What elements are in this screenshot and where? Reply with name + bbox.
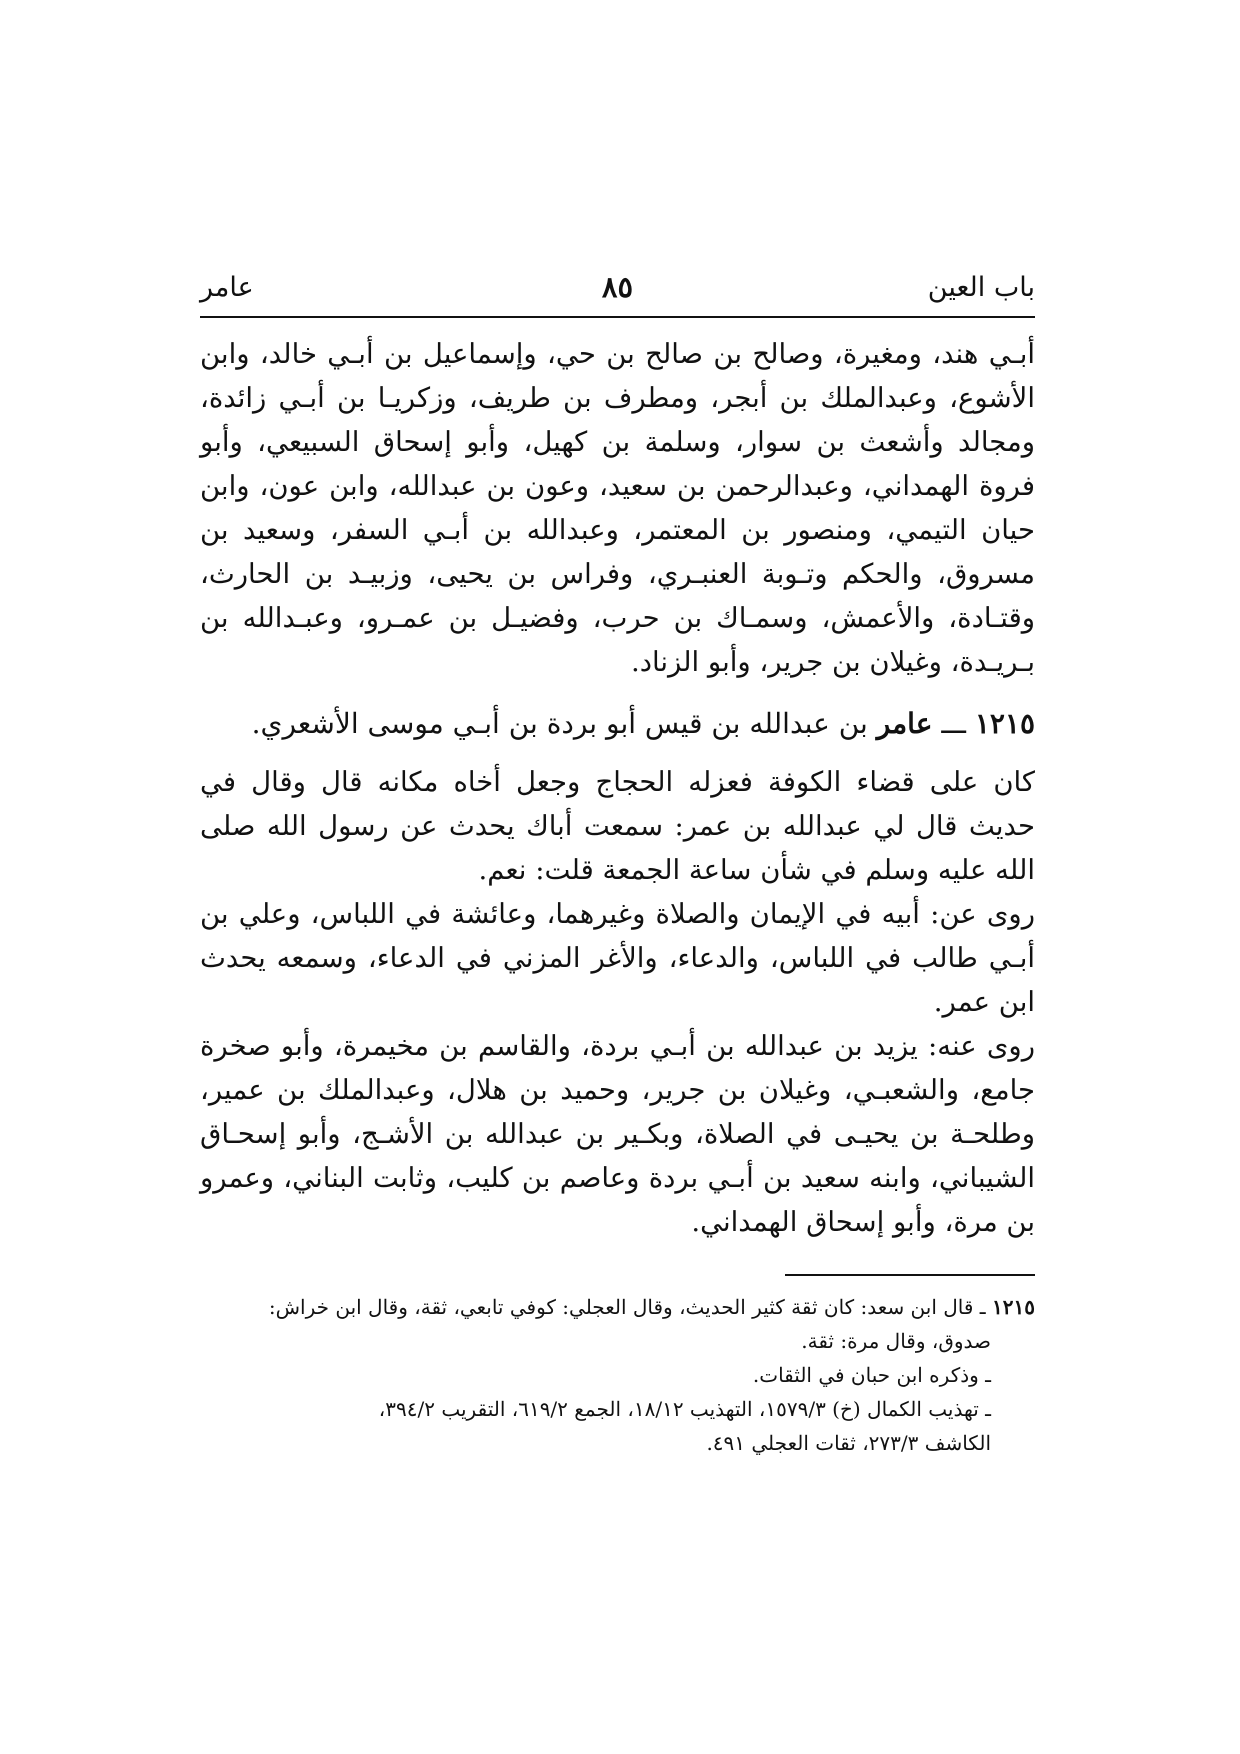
- book-page: [200, 268, 1035, 1460]
- page-number: ٨٥: [601, 270, 634, 304]
- entry-number: ١٢١٥: [974, 707, 1035, 740]
- entry-lineage: بن عبدالله بن قيس أبو بردة بن أبـي موسى الأشعري.: [251, 707, 868, 740]
- section-title: باب العين: [927, 272, 1035, 303]
- footnote-line: الكاشف ٢٧٣/٣، ثقات العجلي ٤٩١.: [706, 1431, 991, 1455]
- header-entry-word: عامر: [200, 272, 254, 303]
- footnote-divider: [785, 1274, 1035, 1276]
- continuation-paragraph: أبـي هند، ومغيرة، وصالح بن صالح بن حي، وإسماعيل بن أبـي خالد، وابن الأشوع، وعبدالملك بن أبجر، ومطرف بن طريف، وزكريـا بن أبـي زائدة، ومجالد وأشعث بن سوار، وسلمة بن كهيل، وأبو إسحاق السبيعي، وأبو فروة الهمداني، وعبدالرحمن بن سعيد، وعون بن عبدالله، وابن عون، وابن حيان التيمي، ومنصور بن المعتمر، وعبدالله بن أبـي السفر، وسعيد بن مسروق، والحكم وتـوبة العنبـري، وفراس بن يحيى، وزبيـد بن الحارث، وقتـادة، والأعمش، وسمـاك بن حرب، وفضيـل بن عمـرو، وعبـدالله بن بـريـدة، وغيلان بن جرير، وأبو الزناد.: [200, 338, 1035, 678]
- main-text: [200, 332, 1035, 1244]
- footnote-line: [200, 1290, 1035, 1324]
- narrated-from-paragraph: روى عن: أبيه في الإيمان والصلاة وغيرهما، وعائشة في اللباس، وعلي بن أبـي طالب في اللباس، والدعاء، والأغر المزني في الدعاء، وسمعه يحدث ابن عمر.: [200, 898, 1035, 1018]
- entry-heading: [200, 702, 1035, 746]
- narrated-by-paragraph: روى عنه: يزيد بن عبدالله بن أبـي بردة، والقاسم بن مخيمرة، وأبو صخرة جامع، والشعبـي، وغيلان بن جرير، وحميد بن هلال، وعبدالملك بن عمير، وطلحـة بن يحيـى في الصلاة، وبكـير بن عبدالله بن الأشـج، وأبو إسحـاق الشيباني، وابنه سعيد بن أبـي بردة وعاصم بن كليب، وثابت البناني، وعمرو بن مرة، وأبو إسحاق الهمداني.: [200, 1030, 1035, 1238]
- footnote-line: ـ تهذيب الكمال (خ) ١٥٧٩/٣، التهذيب ١٨/١٢، الجمع ٦١٩/٢، التقريب ٣٩٤/٢،: [378, 1397, 991, 1421]
- entry-name: عامر: [876, 707, 933, 740]
- footnote-text: ـ قال ابن سعد: كان ثقة كثير الحديث، وقال العجلي: كوفي تابعي، ثقة، وقال ابن خراش:: [268, 1295, 986, 1319]
- running-header: [200, 268, 1035, 318]
- footnotes: [200, 1290, 1035, 1460]
- footnote-number: ١٢١٥: [992, 1295, 1035, 1319]
- entry-dash: ـــ: [941, 707, 966, 740]
- footnote-line: صدوق، وقال مرة: ثقة.: [801, 1329, 991, 1353]
- intro-paragraph: كان على قضاء الكوفة فعزله الحجاج وجعل أخاه مكانه قال وقال في حديث قال لي عبدالله بن عمر: سمعت أباك يحدث عن رسول الله صلى الله عليه وسلم في شأن ساعة الجمعة قلت: نعم.: [200, 766, 1035, 886]
- footnote-line: ـ وذكره ابن حبان في الثقات.: [752, 1363, 991, 1387]
